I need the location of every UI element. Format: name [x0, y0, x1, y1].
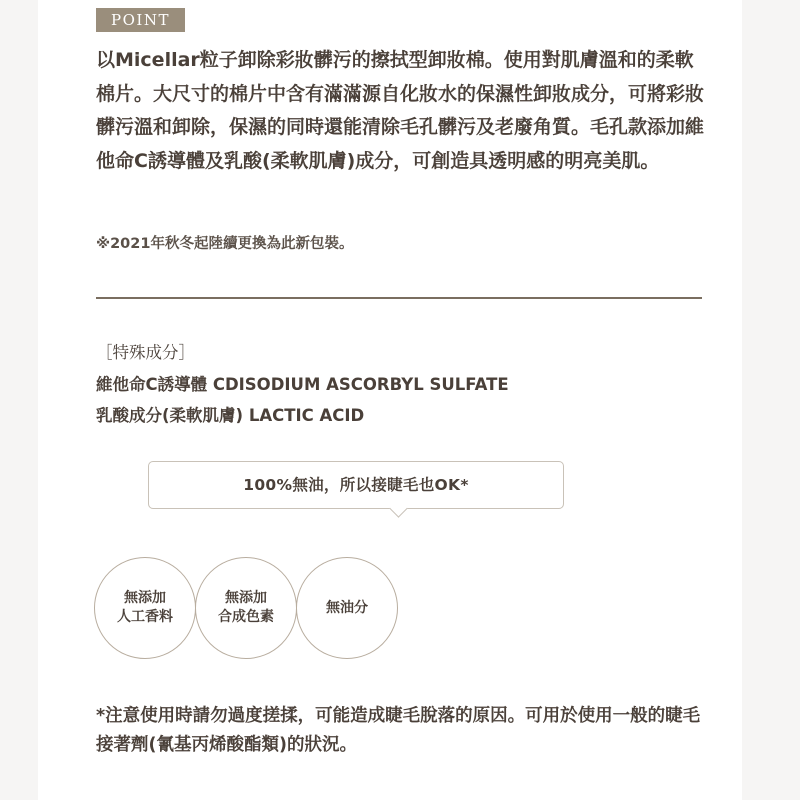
badge-line1: 無添加 — [225, 590, 267, 606]
ingredient-vitamin-c: 維他命C誘導體 CDISODIUM ASCORBYL SULFATE — [96, 375, 509, 394]
oil-free-callout-text: 100%無油，所以接睫毛也OK* — [243, 476, 469, 494]
badge-line2: 合成色素 — [218, 609, 274, 625]
badge-no-fragrance — [94, 557, 196, 659]
badge-line1: 無添加 — [124, 590, 166, 606]
badge-no-colorant — [195, 557, 297, 659]
badge-line1: 無油分 — [326, 599, 368, 616]
ingredient-lactic-acid: 乳酸成分(柔軟肌膚) LACTIC ACID — [96, 406, 365, 425]
badge-oil-free — [296, 557, 398, 659]
product-info-panel — [38, 0, 742, 800]
badge-line2: 人工香料 — [117, 609, 173, 625]
section-divider — [96, 297, 702, 299]
oil-free-callout — [148, 461, 564, 509]
product-description: 以Micellar粒子卸除彩妝髒污的擦拭型卸妝棉。使用對肌膚溫和的柔軟棉片。大尺寸的棉片中含有滿滿源自化妝水的保濕性卸妝成分，可將彩妝髒污溫和卸除，保濕的同時還能清除毛孔髒污及老廢角質。毛孔款添加維他命C誘導體及乳酸(柔軟肌膚)成分，可創造具透明感的明亮美肌。 — [96, 49, 705, 172]
packaging-note: ※2021年秋冬起陸續更換為此新包裝。 — [96, 236, 354, 252]
special-ingredients-heading: ［特殊成分］ — [96, 343, 195, 362]
feature-badges — [94, 557, 414, 661]
point-badge: POINT — [96, 8, 185, 32]
caution-note: *注意使用時請勿過度搓揉，可能造成睫毛脫落的原因。可用於使用一般的睫毛接著劑(氰基丙烯酸酯類)的狀況。 — [96, 706, 701, 755]
